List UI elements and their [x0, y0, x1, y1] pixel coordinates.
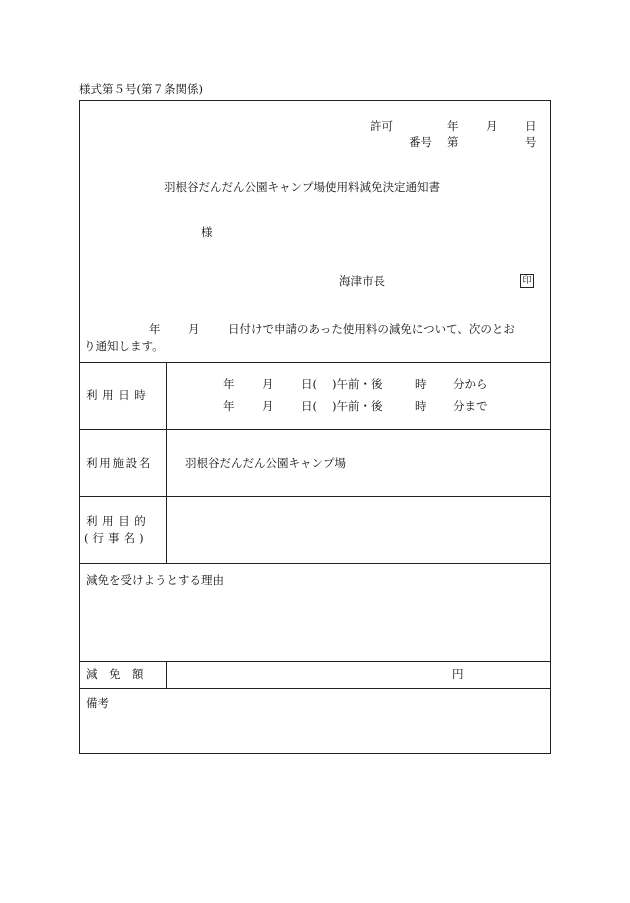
amount-label: 減 免 額: [86, 667, 144, 681]
rule-facility-top: [80, 429, 550, 430]
intro-month-unit: 月: [188, 322, 200, 336]
addressee-suffix: 様: [201, 225, 213, 239]
datetime-label: 利用日時: [86, 388, 151, 402]
end-month: 月: [262, 399, 274, 413]
number-suffix: 号: [525, 135, 537, 149]
rule-amount-top: [80, 661, 550, 662]
column-divider-amount: [166, 661, 167, 688]
intro-text-line1: 日付けで申請のあった使用料の減免について、次のとお: [228, 322, 515, 336]
end-ampm: )午前・後: [332, 399, 383, 413]
end-year: 年: [223, 399, 235, 413]
seal-mark: 印: [520, 274, 534, 288]
notice-form: [79, 100, 551, 754]
end-minute: 分まで: [453, 399, 488, 413]
end-day: 日(: [301, 399, 317, 413]
amount-unit: 円: [452, 667, 464, 681]
date-month-unit: 月: [486, 119, 498, 133]
intro-year-unit: 年: [149, 322, 161, 336]
start-month: 月: [262, 377, 274, 391]
end-hour: 時: [415, 399, 427, 413]
date-day-unit: 日: [525, 119, 537, 133]
issuer: 海津市長: [339, 274, 385, 288]
date-year-unit: 年: [447, 119, 459, 133]
column-divider-upper: [166, 362, 167, 563]
start-minute: 分から: [453, 377, 488, 391]
purpose-label: 利用目的: [86, 514, 151, 528]
number-label: 番号: [409, 135, 432, 149]
rule-remarks-top: [80, 688, 550, 689]
start-ampm: )午前・後: [332, 377, 383, 391]
document-title: 羽根谷だんだん公園キャンプ場使用料減免決定通知書: [164, 180, 440, 194]
form-label: 様式第５号(第７条関係): [79, 82, 203, 96]
facility-label: 利用施設名: [86, 456, 153, 470]
rule-datetime-top: [80, 362, 550, 363]
number-prefix: 第: [447, 135, 459, 149]
start-hour: 時: [415, 377, 427, 391]
remarks-label: 備考: [86, 696, 109, 710]
event-name-label: (行事名): [84, 531, 148, 545]
start-day: 日(: [301, 377, 317, 391]
permit-label: 許可: [370, 119, 393, 133]
facility-value: 羽根谷だんだん公園キャンプ場: [185, 456, 346, 470]
start-year: 年: [223, 377, 235, 391]
rule-purpose-top: [80, 496, 550, 497]
reason-label: 減免を受けようとする理由: [86, 573, 224, 587]
intro-text-line2: り通知します。: [84, 339, 164, 353]
rule-reason-top: [80, 563, 550, 564]
